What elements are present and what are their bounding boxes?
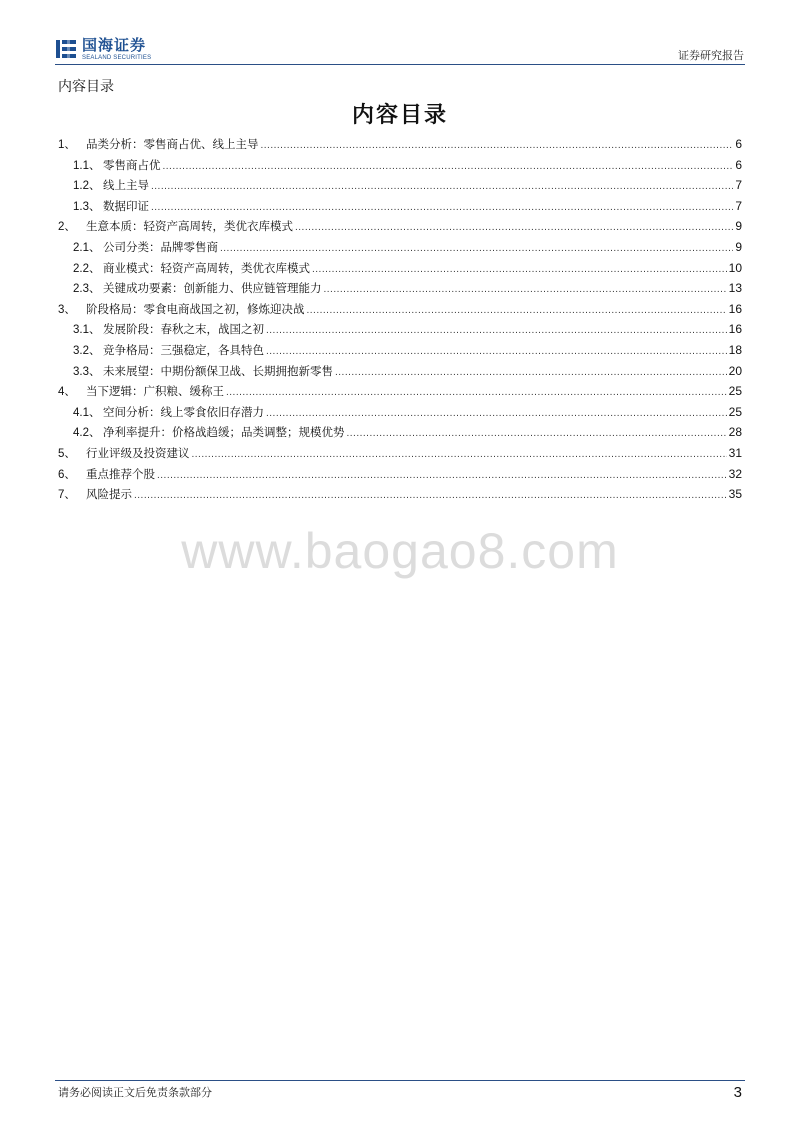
- toc-dot-leader: [192, 449, 727, 460]
- section-label: 内容目录: [58, 79, 114, 95]
- toc-entry[interactable]: [58, 198, 742, 219]
- toc-dot-leader: [324, 284, 727, 295]
- toc-entry-number: 3、: [58, 303, 76, 316]
- toc-entry-title: 线上主导: [103, 178, 149, 193]
- toc-entry-number: 1.2、: [73, 180, 101, 193]
- toc-entry-number: 2、: [58, 221, 76, 234]
- toc-entry-number: 4、: [58, 386, 76, 399]
- toc-entry-page: 6: [735, 137, 742, 151]
- toc-entry-title: 数据印证: [103, 198, 149, 213]
- toc-entry-number: 6、: [58, 468, 76, 481]
- toc-entry-number: 5、: [58, 447, 76, 460]
- toc-entry-page: 25: [728, 384, 742, 399]
- toc-entry-page: 13: [728, 281, 742, 296]
- toc-entry-title: 重点推荐个股: [86, 466, 155, 481]
- footer-divider: [55, 1080, 745, 1081]
- toc-entry-title: 零售商占优: [103, 157, 161, 172]
- toc-entry-page: 20: [728, 363, 742, 378]
- page-number: 3: [733, 1084, 742, 1101]
- toc-entry-number: 4.2、: [73, 427, 101, 440]
- toc-dot-leader: [151, 202, 733, 213]
- toc-entry-number: 3.3、: [73, 365, 101, 378]
- toc-entry-number: 2.1、: [73, 241, 101, 254]
- sealand-logo-icon: [55, 38, 77, 60]
- toc-entry[interactable]: [58, 177, 742, 198]
- toc-entry-page: 31: [728, 445, 742, 460]
- toc-entry-page: 16: [728, 301, 742, 316]
- toc-entry-title: 当下逻辑：广积粮、缓称王: [86, 384, 224, 399]
- toc-entry[interactable]: [58, 321, 742, 342]
- toc-entry-number: 2.3、: [73, 283, 101, 296]
- toc-entry-page: 9: [735, 239, 742, 254]
- toc-entry-number: 3.1、: [73, 324, 101, 337]
- toc-entry-page: 16: [728, 322, 742, 337]
- toc-entry-page: 9: [735, 219, 742, 234]
- toc-dot-leader: [266, 346, 727, 357]
- toc-title: 内容目录: [351, 102, 448, 128]
- toc-entry-title: 阶段格局：零食电商战国之初，修炼迎决战: [86, 301, 305, 316]
- toc-entry-page: 32: [728, 466, 742, 481]
- toc-entry[interactable]: [58, 466, 742, 487]
- toc-entry-number: 1.1、: [73, 159, 101, 172]
- toc-entry[interactable]: [58, 486, 742, 507]
- toc-entry-title: 品类分析：零售商占优、线上主导: [86, 137, 259, 151]
- toc-entry[interactable]: [58, 218, 742, 239]
- toc-entry[interactable]: [58, 260, 742, 281]
- toc-dot-leader: [226, 387, 727, 398]
- toc-dot-leader: [347, 428, 727, 439]
- toc-entry[interactable]: [58, 445, 742, 466]
- toc-dot-leader: [151, 181, 733, 192]
- toc-entry-number: 2.2、: [73, 262, 101, 275]
- toc-entry-page: 7: [735, 178, 742, 193]
- toc-entry-title: 商业模式：轻资产高周转，类优衣库模式: [103, 260, 310, 275]
- toc-entry-page: 10: [728, 260, 742, 275]
- toc-entry-number: 1、: [58, 139, 76, 151]
- watermark: www.baogao8.com: [181, 523, 619, 579]
- toc-entry-number: 4.1、: [73, 406, 101, 419]
- toc-entry-number: 7、: [58, 489, 76, 502]
- toc-entry-number: 3.2、: [73, 344, 101, 357]
- toc-dot-leader: [335, 367, 727, 378]
- company-logo: [55, 36, 151, 62]
- disclaimer-note: 请务必阅读正文后免责条款部分: [58, 1086, 212, 1099]
- toc-entry-title: 生意本质：轻资产高周转，类优衣库模式: [86, 219, 293, 234]
- toc-entry-title: 公司分类：品牌零售商: [103, 239, 218, 254]
- toc-entry[interactable]: [58, 383, 742, 404]
- toc-entry[interactable]: [58, 280, 742, 301]
- toc-entry[interactable]: [58, 136, 742, 157]
- toc-entry[interactable]: [58, 363, 742, 384]
- toc-dot-leader: [261, 140, 734, 151]
- table-of-contents: [58, 136, 742, 507]
- toc-entry[interactable]: [58, 157, 742, 178]
- toc-entry-page: 35: [728, 487, 742, 502]
- logo-chinese-name: 国海证券: [82, 35, 147, 54]
- toc-dot-leader: [307, 305, 727, 316]
- header-divider: [55, 64, 745, 65]
- toc-entry[interactable]: [58, 239, 742, 260]
- toc-entry-title: 未来展望：中期份额保卫战、长期拥抱新零售: [103, 363, 333, 378]
- toc-entry-title: 发展阶段：春秋之末，战国之初: [103, 322, 264, 337]
- toc-entry-title: 空间分析：线上零食依旧存潜力: [103, 404, 264, 419]
- toc-dot-leader: [163, 161, 734, 172]
- toc-entry-number: 1.3、: [73, 200, 101, 213]
- toc-dot-leader: [295, 222, 733, 233]
- toc-entry-title: 竞争格局：三强稳定，各具特色: [103, 342, 264, 357]
- toc-entry-page: 25: [728, 404, 742, 419]
- toc-entry[interactable]: [58, 404, 742, 425]
- toc-entry-title: 净利率提升：价格战趋缓；品类调整；规模优势: [103, 425, 345, 440]
- toc-entry[interactable]: [58, 342, 742, 363]
- toc-dot-leader: [220, 243, 733, 254]
- toc-dot-leader: [157, 470, 727, 481]
- toc-dot-leader: [266, 325, 727, 336]
- toc-entry-title: 行业评级及投资建议: [86, 445, 190, 460]
- toc-entry-page: 7: [735, 198, 742, 213]
- toc-entry-page: 28: [728, 425, 742, 440]
- toc-entry[interactable]: [58, 301, 742, 322]
- toc-entry-page: 18: [728, 342, 742, 357]
- logo-english-name: SEALAND SECURITIES: [82, 54, 152, 61]
- toc-entry-title: 关键成功要素：创新能力、供应链管理能力: [103, 281, 322, 296]
- toc-entry-page: 6: [735, 157, 742, 172]
- toc-dot-leader: [312, 264, 727, 275]
- report-type-label: 证券研究报告: [678, 49, 744, 62]
- toc-entry[interactable]: [58, 424, 742, 445]
- toc-dot-leader: [134, 490, 727, 501]
- toc-dot-leader: [266, 408, 727, 419]
- toc-entry-title: 风险提示: [86, 487, 132, 502]
